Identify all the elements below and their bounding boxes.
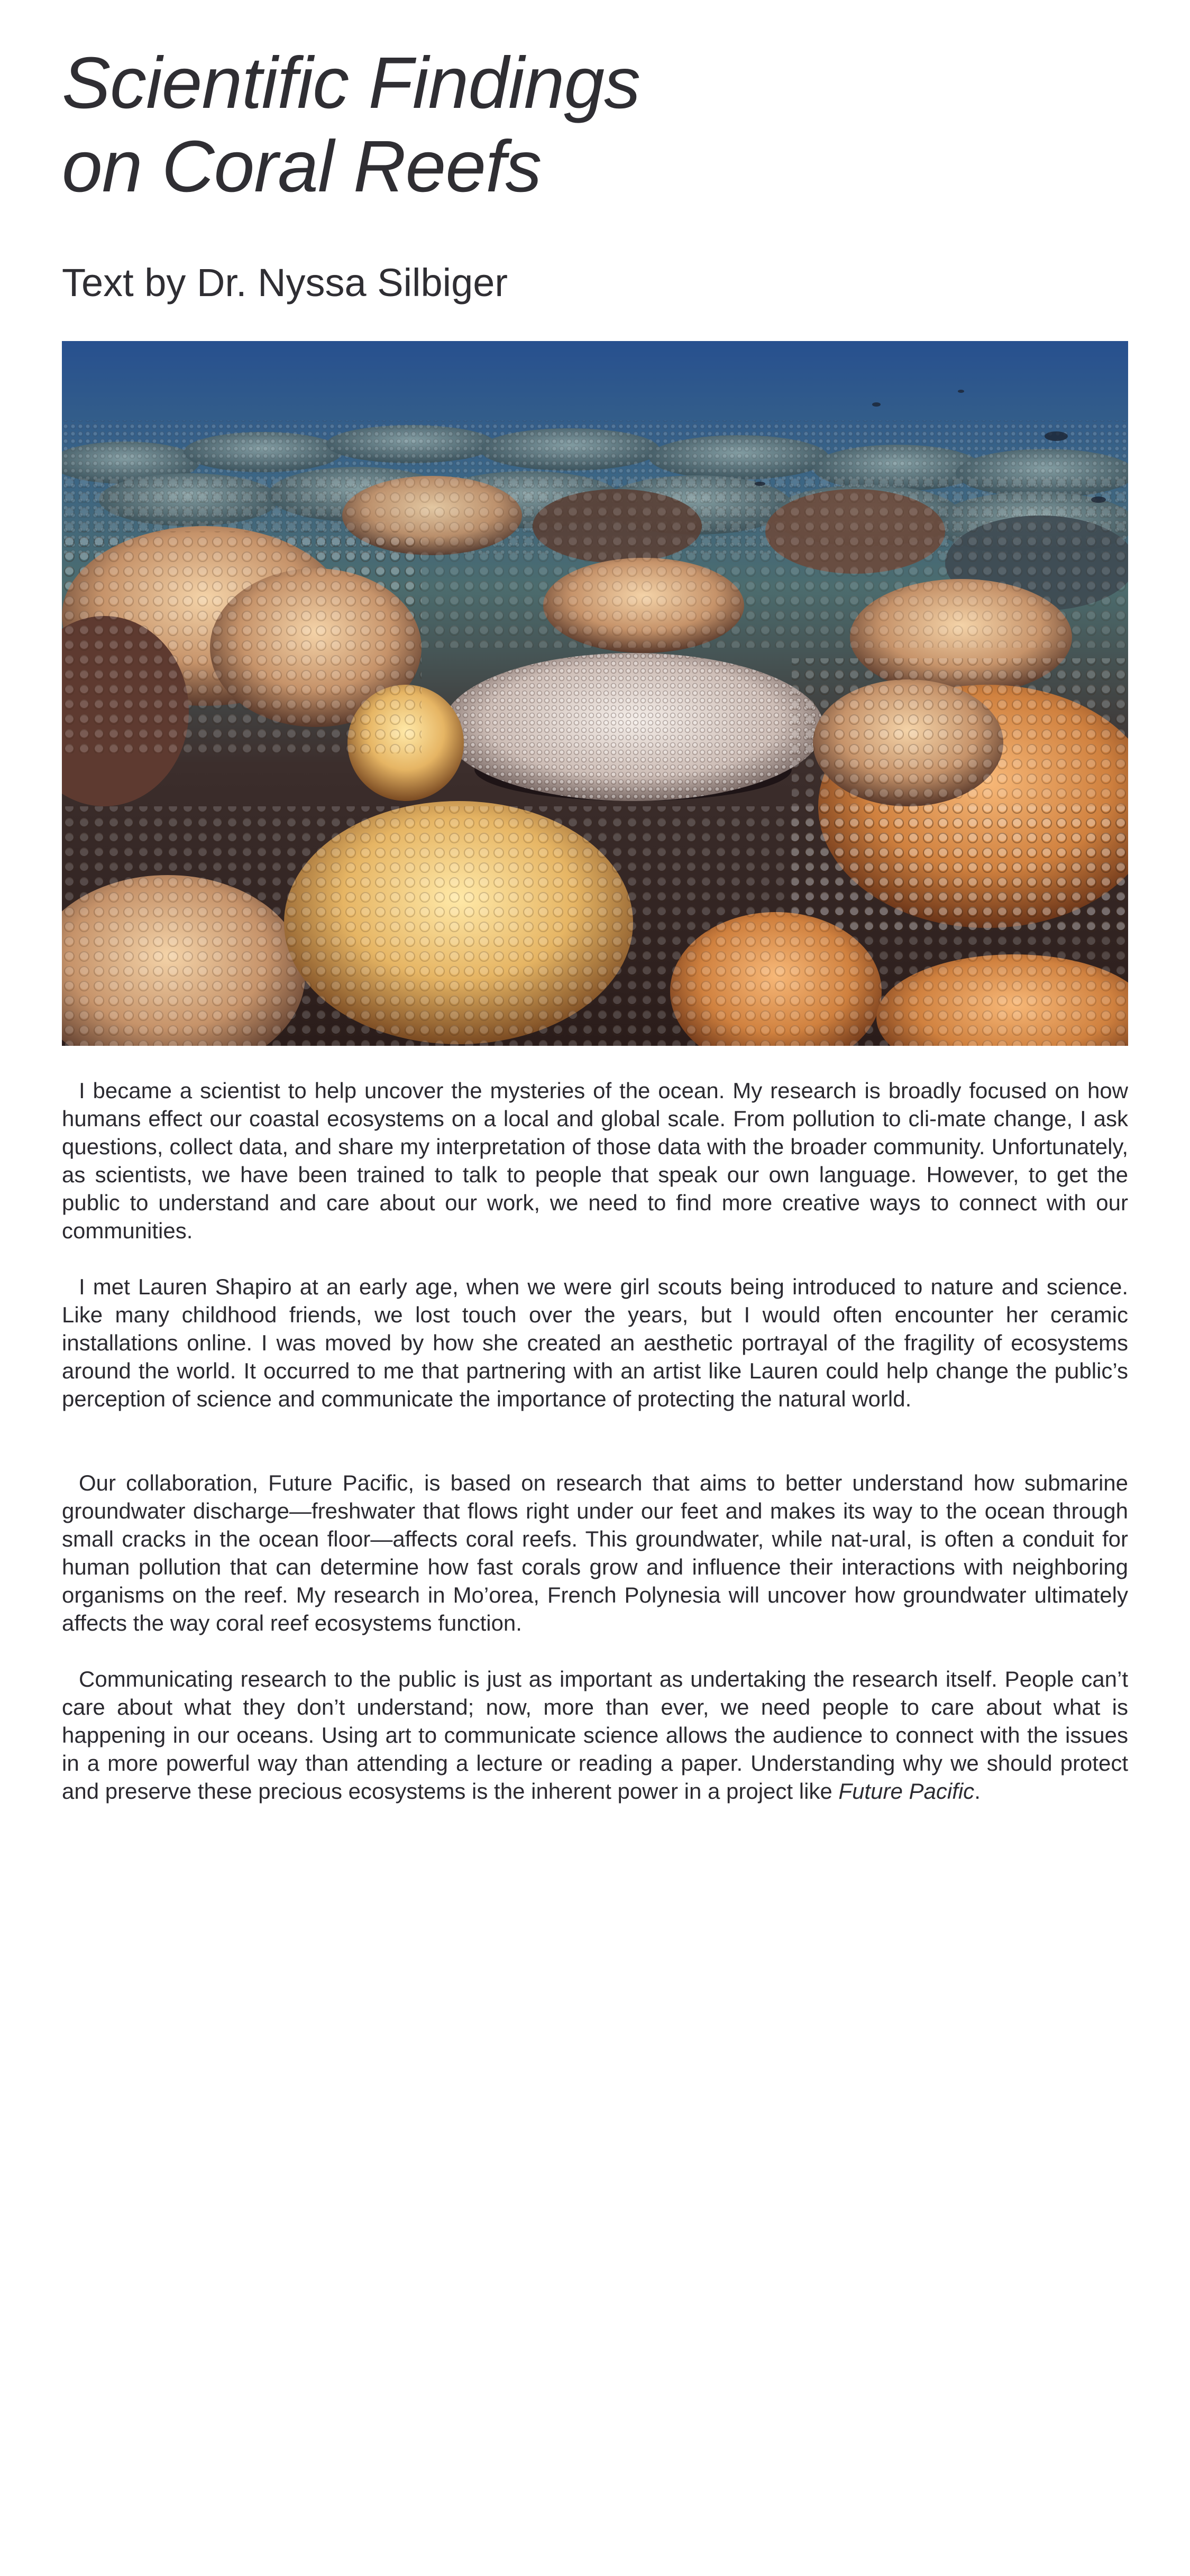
paragraph-4-text: Communicating research to the public is just as important as undertaking the research itself. People can’t care about what they don’t understand; now, more than ever, we need people to care about what is happening in our oceans. Using art to communicate science allows the audience to connect with the issues in a more powerful way than attending a lecture or reading a paper. Understanding why we should protect and preserve these precious ecosystems is the inherent power in a project like <box>62 1667 1128 1804</box>
paragraph-2: I met Lauren Shapiro at an early age, when we were girl scouts being introduced to nature and science. Like many childhood friends, we lost touch over the years, but I would often encounter her ceramic installations online. I was moved by how she created an aesthetic portrayal of the fragility of ecosystems around the world. It occurred to me that partnering with an artist like Lauren could help change the public’s perception of science and communicate the importance of protecting the natural world. <box>62 1274 1128 1411</box>
article-title <box>62 41 640 208</box>
paragraph-3: Our collaboration, Future Pacific, is based on research that aims to better understand how submarine groundwater discharge—freshwater that flows right under our feet and makes its way to the ocean through small cracks in the ocean floor—affects coral reefs. This groundwater, while nat-ural, is often a conduit for human pollution that can determine how fast corals grow and influence their interactions with neighboring organisms on the reef. My research in Mo’orea, French Polynesia will uncover how groundwater ultimately affects the way coral reef ecosystems function. <box>62 1470 1128 1635</box>
coral-reef-photo <box>62 341 1128 1046</box>
author-byline: Text by Dr. Nyssa Silbiger <box>62 261 508 305</box>
paragraph-1: I became a scientist to help uncover the mysteries of the ocean. My research is broadly focused on how humans effect our coastal ecosystems on a local and global scale. From pollution to cli-mate change, I ask questions, collect data, and share my interpretation of those data with the broader community. Unfortunately, as scientists, we have been trained to talk to people that speak our own language. However, to get the public to understand and care about our work, we need to find more creative ways to connect with our communities. <box>62 1078 1128 1243</box>
paragraph-4 <box>62 1665 1128 1805</box>
project-name-italic: Future Pacific <box>838 1779 975 1804</box>
coral-reef-image <box>62 341 1128 1046</box>
title-line-2: on Coral Reefs <box>62 126 542 207</box>
article-body <box>62 1077 1128 1805</box>
title-line-1: Scientific Findings <box>62 42 640 124</box>
paragraph-4-end: . <box>974 1779 981 1804</box>
